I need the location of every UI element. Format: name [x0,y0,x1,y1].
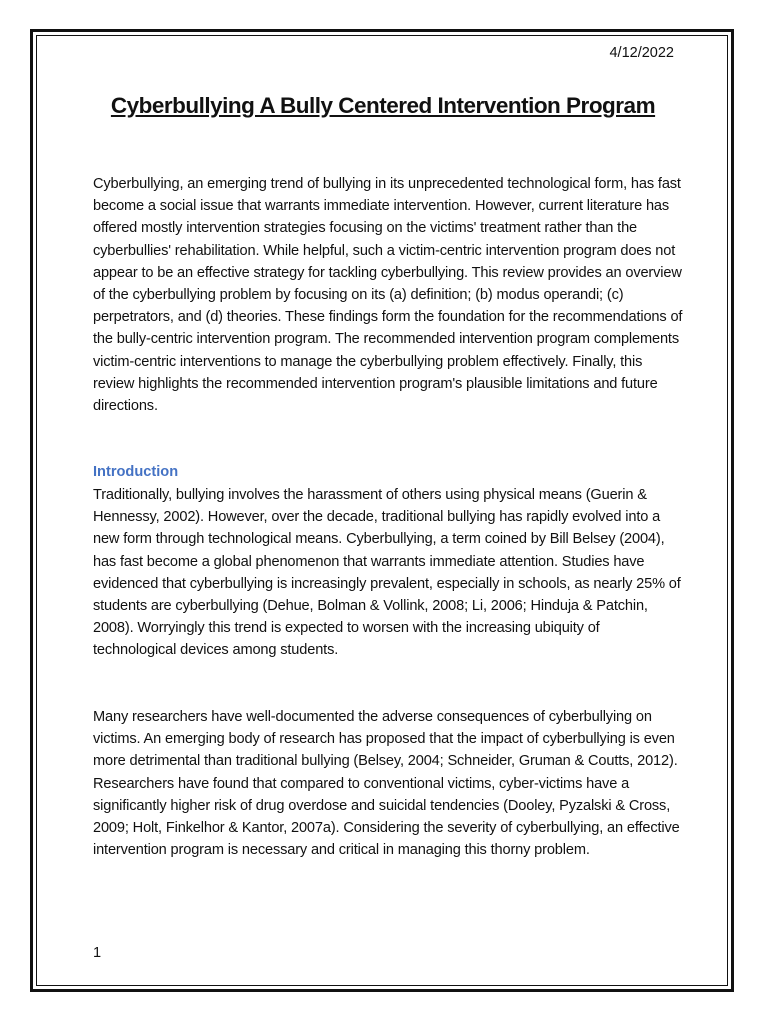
document-date: 4/12/2022 [609,45,674,61]
document-title: Cyberbullying A Bully Centered Intervention Program [110,93,656,118]
section-heading-introduction: Introduction [93,464,179,480]
page-number: 1 [93,945,102,961]
introduction-paragraph-2: Many researchers have well-documented the adverse consequences of cyberbullying on victims. An emerging body of research has proposed that the impact of cyberbullying is even more detrimental than traditional bullying (Belsey, 2004; Schneider, Gruman & Coutts, 2012). Researchers have found that compared to conventional victims, cyber-victims have a significantly higher risk of drug overdose and suicidal tendencies (Dooley, Pyzalski & Cross, 2009; Holt, Finkelhor & Kantor, 2007a). Considering the severity of cyberbullying, an effective intervention program is necessary and critical in managing this thorny problem. [93,709,680,859]
introduction-paragraph-1: Traditionally, bullying involves the harassment of others using physical means (Guerin & Hennessy, 2002). However, over the decade, traditional bullying has rapidly evolved into a new form through technological means. Cyberbullying, a term coined by Bill Belsey (2004), has fast become a global phenomenon that warrants immediate attention. Studies have evidenced that cyberbullying is increasingly prevalent, especially in schools, as nearly 25% of students are cyberbullying (Dehue, Bolman & Vollink, 2008; Li, 2006; Hinduja & Patchin, 2008). Worryingly this trend is expected to worsen with the increasing ubiquity of technological devices among students. [93,487,681,659]
abstract-paragraph: Cyberbullying, an emerging trend of bullying in its unprecedented technological form, has fast become a social issue that warrants immediate intervention. However, current literature has offered mostly intervention strategies focusing on the victims' treatment rather than the cyberbullies' rehabilitation. While helpful, such a victim-centric intervention program does not appear to be an effective strategy for tackling cyberbullying. This review provides an overview of the cyberbullying problem by focusing on its (a) definition; (b) modus operandi; (c) perpetrators, and (d) theories. These findings form the foundation for the recommendations of the bully-centric intervention program. The recommended intervention program complements victim-centric interventions to manage the cyberbullying problem effectively. Finally, this review highlights the recommended intervention program's plausible limitations and future directions. [93,176,683,415]
